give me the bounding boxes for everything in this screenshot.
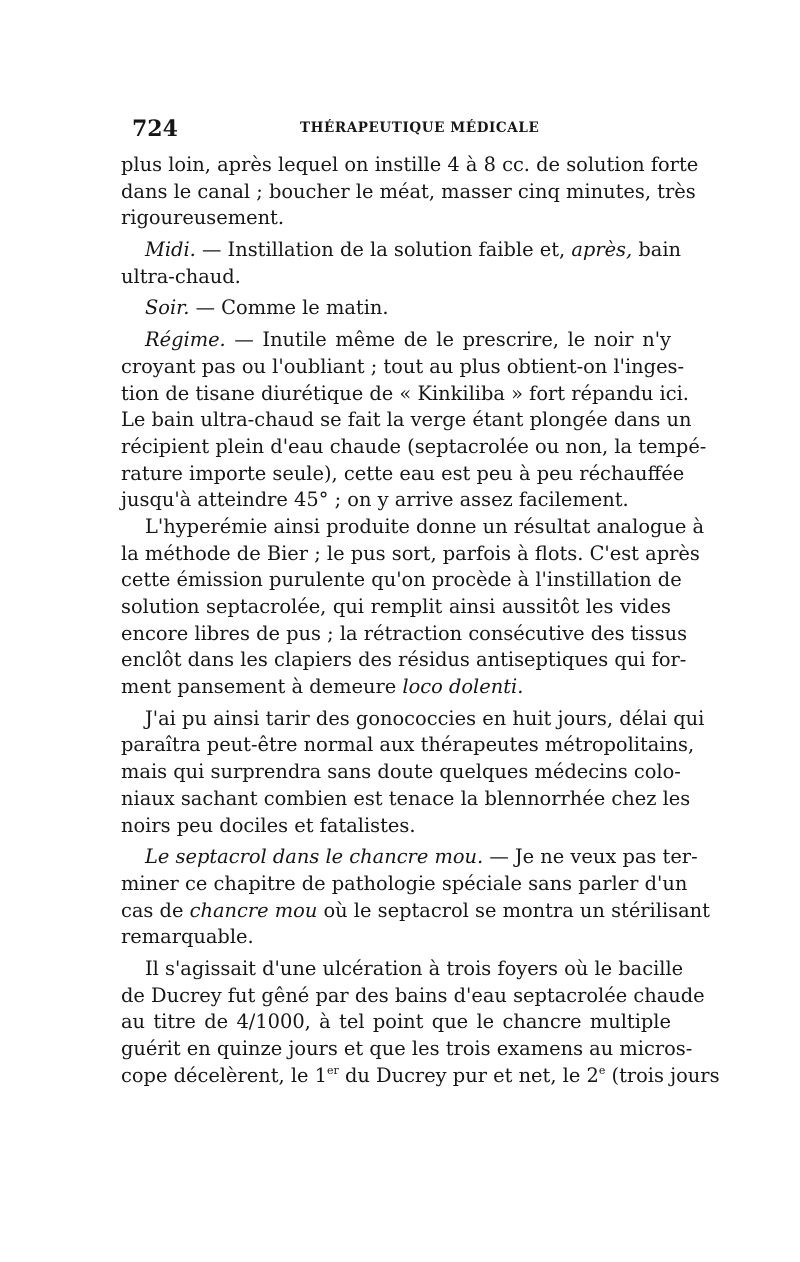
text-line: enclôt dans les clapiers des résidus antiseptiques qui for-: [121, 648, 687, 672]
text-line: récipient plein d'eau chaude (septacrolée ou non, la tempé-: [121, 434, 707, 458]
text-line: Le septacrol dans le chancre mou. — Je ne veux pas ter-: [145, 845, 698, 869]
text-line: cas de chancre mou où le septacrol se montra un stérilisant: [121, 898, 710, 922]
paragraph-soir: [121, 295, 671, 322]
text-line: paraîtra peut-être normal aux thérapeutes métropolitains,: [121, 733, 695, 757]
text-line: plus loin, après lequel on instille 4 à 8 cc. de solution forte: [121, 153, 699, 176]
text-line: solution septacrolée, qui remplit ainsi aussitôt les vides: [121, 595, 671, 618]
text-line: miner ce chapitre de pathologie spéciale sans parler d'un: [121, 871, 688, 895]
text-line: remarquable.: [121, 925, 254, 949]
page-number: 724: [132, 116, 178, 142]
section-label-midi: Midi.: [145, 238, 196, 262]
paragraph-ulceration: [121, 956, 720, 1089]
text-line: ultra-chaud.: [121, 264, 241, 288]
paragraph-regime: [121, 327, 707, 514]
text-line: J'ai pu ainsi tarir des gonococcies en huit jours, délai qui: [145, 706, 705, 730]
text-line: Régime. — Inutile même de le prescrire, le noir n'y: [145, 328, 671, 352]
text-line: niaux sachant combien est tenace la blennorrhée chez les: [121, 786, 691, 810]
text-line: noirs peu dociles et fatalistes.: [121, 813, 416, 837]
running-title: THÉRAPEUTIQUE MÉDICALE: [300, 120, 540, 136]
text-line: Il s'agissait d'une ulcération à trois foyers où le bacille: [145, 956, 684, 980]
text-line: cope décelèrent, le 1er du Ducrey pur et net, le 2e (trois jours: [121, 1063, 720, 1087]
text-line: au titre de 4/1000, à tel point que le chancre multiple: [121, 1010, 671, 1034]
paragraph-continuation: [121, 152, 699, 232]
text-line: jusqu'à atteindre 45° ; on y arrive assez facilement.: [121, 488, 629, 512]
section-label-regime: Régime.: [145, 328, 226, 352]
text-line: Midi. — Instillation de la solution faible et, après, bain: [145, 238, 682, 262]
paragraph-midi: [121, 237, 682, 290]
text-line: dans le canal ; boucher le méat, masser cinq minutes, très: [121, 179, 696, 203]
text-line: L'hyperémie ainsi produite donne un résultat analogue à: [145, 514, 705, 538]
text-line: tion de tisane diurétique de « Kinkiliba » fort répandu ici.: [121, 381, 689, 405]
text-line: rigoureusement.: [121, 206, 285, 230]
text-line: ment pansement à demeure loco dolenti.: [121, 675, 524, 699]
text-line: guérit en quinze jours et que les trois examens au micros-: [121, 1037, 693, 1060]
section-label-soir: Soir.: [145, 296, 190, 320]
section-heading-chancre-mou: Le septacrol dans le chancre mou.: [145, 845, 484, 869]
paragraph-chancre-mou: [121, 844, 710, 951]
text-line: de Ducrey fut gêné par des bains d'eau septacrolée chaude: [121, 983, 705, 1007]
paragraph-hyperemie: [121, 514, 705, 701]
page-header: [132, 116, 672, 140]
text-line: Soir. — Comme le matin.: [145, 296, 389, 320]
text-line: rature importe seule), cette eau est peu à peu réchauffée: [121, 461, 685, 485]
body-text: [121, 152, 720, 1089]
text-line: encore libres de pus ; la rétraction consécutive des tissus: [121, 621, 688, 645]
text-line: Le bain ultra-chaud se fait la verge étant plongée dans un: [121, 408, 692, 432]
paragraph-gonococcies: [121, 706, 705, 839]
text-line: mais qui surprendra sans doute quelques médecins colo-: [121, 760, 681, 784]
text-line: croyant pas ou l'oubliant ; tout au plus obtient-on l'inges-: [121, 354, 685, 378]
text-line: cette émission purulente qu'on procède à l'instillation de: [121, 568, 682, 592]
text-line: la méthode de Bier ; le pus sort, parfois à flots. C'est après: [121, 541, 700, 565]
